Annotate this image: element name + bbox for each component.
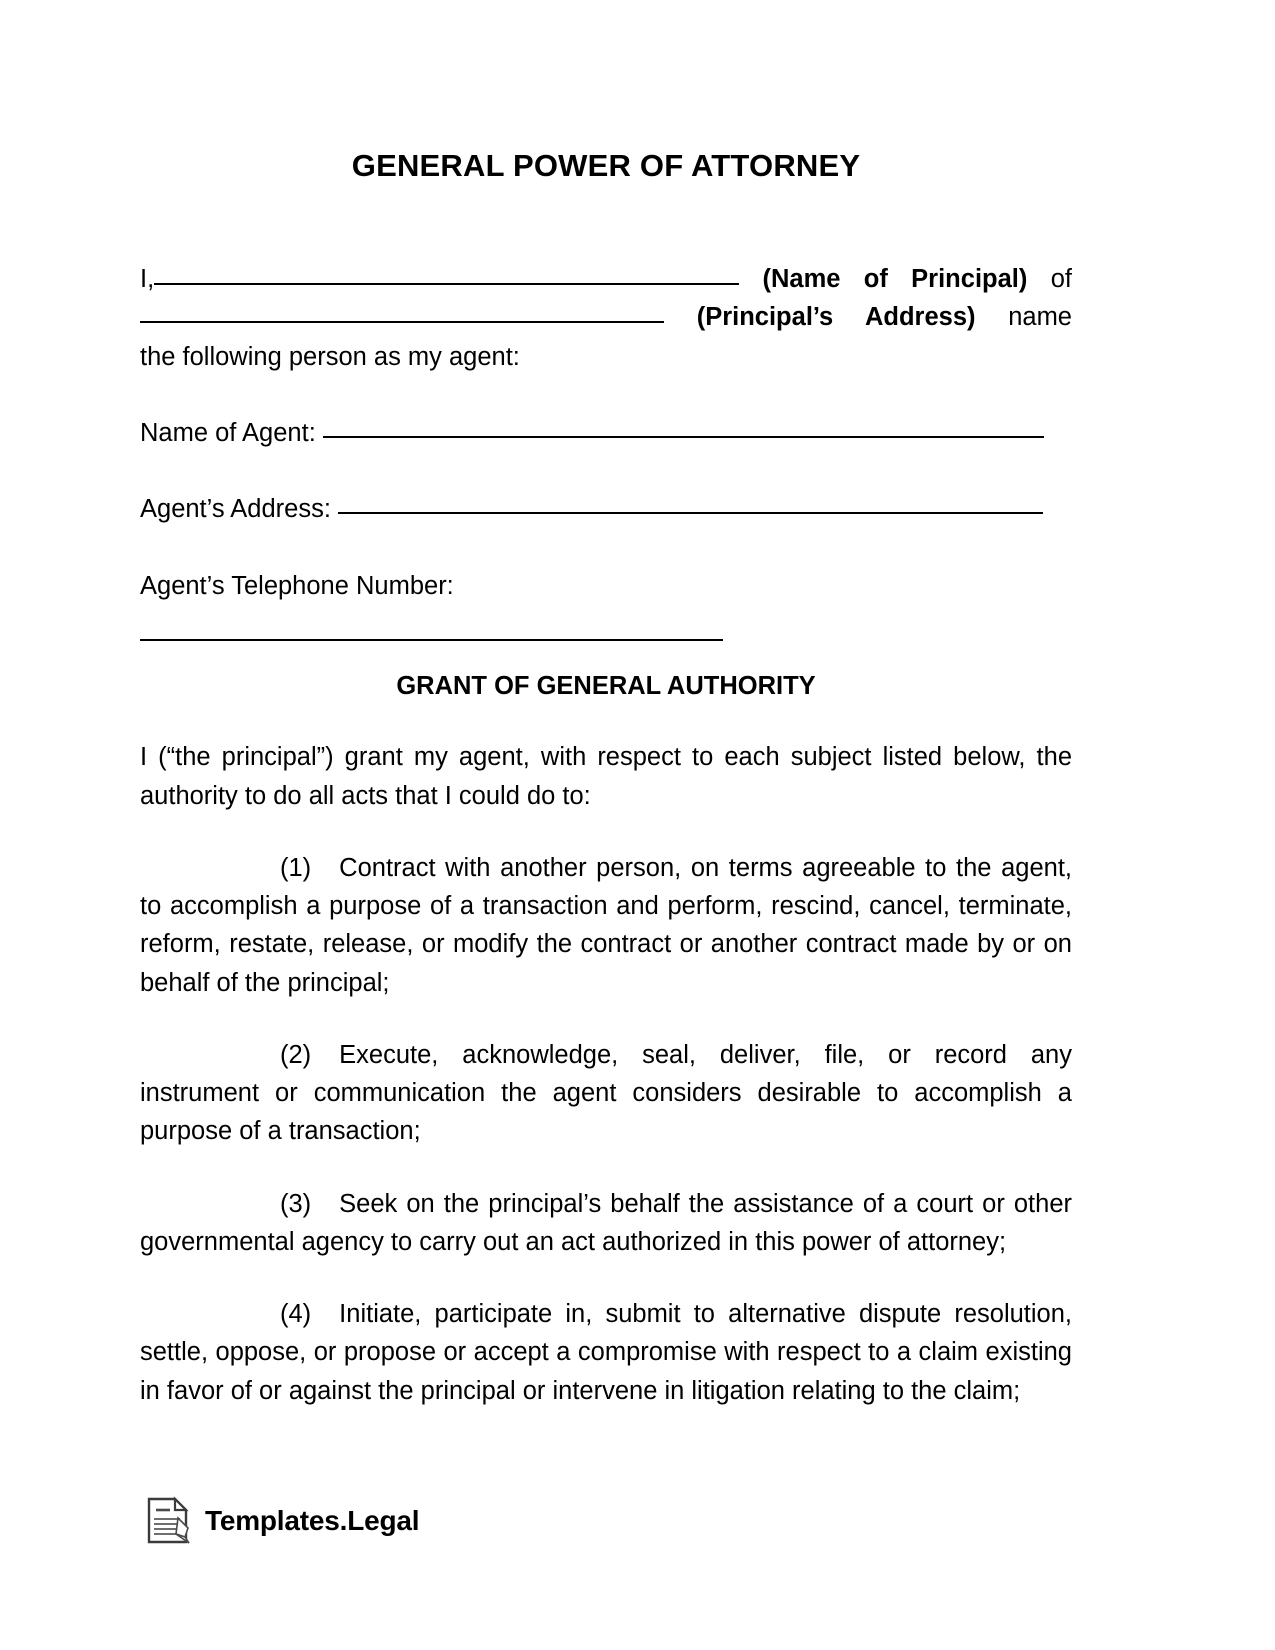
agent-name-label: Name of Agent:	[140, 419, 316, 448]
agent-address-label: Agent’s Address:	[140, 495, 331, 524]
principal-intro-block	[140, 260, 1072, 377]
agent-address-input[interactable]	[338, 512, 1043, 514]
grant-item-1-text: Contract with another person, on terms agreeable to the agent, to accomplish a purpose of a transaction and perform, rescind, cancel, terminate, reform, restate, release, or modify the contract or another contract made by or on behalf of the principal;	[140, 853, 1072, 997]
document-content	[140, 0, 1072, 1410]
agent-name-row	[140, 415, 1072, 452]
grant-item-4-number: (4)	[280, 1300, 312, 1329]
principal-address-blank[interactable]	[140, 321, 664, 323]
principal-name-line	[140, 260, 1072, 298]
document-with-pen-icon	[145, 1496, 191, 1546]
grant-item-1	[140, 815, 1072, 1002]
grant-item-3-number: (3)	[280, 1189, 312, 1218]
principal-address-label: (Principal’s Address)	[696, 302, 976, 331]
agent-address-row	[140, 491, 1072, 528]
grant-item-2-number: (2)	[280, 1040, 312, 1069]
principal-name-blank[interactable]	[154, 283, 739, 285]
grant-item-1-number: (1)	[280, 853, 312, 882]
brand-name-label: Templates.Legal	[205, 1505, 420, 1536]
of-word-text: of	[1050, 264, 1072, 293]
page-title: GENERAL POWER OF ATTORNEY	[351, 148, 861, 183]
grant-item-2	[140, 1002, 1072, 1151]
section-heading-grant-of-general-authority: GRANT OF GENERAL AUTHORITY	[396, 672, 816, 701]
principal-address-line	[140, 298, 1072, 336]
grant-item-3	[140, 1151, 1072, 1262]
name-word-text: name	[1008, 302, 1072, 331]
principal-name-label: (Name of Principal)	[762, 264, 1028, 293]
intro-closing-line: the following person as my agent:	[140, 343, 520, 372]
grant-item-2-text: Execute, acknowledge, seal, deliver, file, or record any instrument or communication the agent considers desirable to accomplish a purpose of a transaction;	[140, 1040, 1072, 1146]
grant-item-3-text: Seek on the principal’s behalf the assistance of a court or other governmental agency to carry out an act authorized in this power of attorney;	[140, 1189, 1072, 1256]
agent-telephone-label: Agent’s Telephone Number:	[140, 572, 454, 601]
agent-name-input[interactable]	[323, 436, 1044, 438]
grant-lead-paragraph: I (“the principal”) grant my agent, with respect to each subject listed below, the authority to do all acts that I could do to:	[140, 743, 1072, 810]
agent-telephone-row	[140, 568, 1072, 641]
grant-item-4-text: Initiate, participate in, submit to alternative dispute resolution, settle, oppose, or propose or accept a compromise with respect to a claim existing in favor of or against the principal or intervene in litigation relating to the claim;	[140, 1300, 1072, 1405]
i-prefix-text: I,	[140, 264, 155, 293]
grant-item-4	[140, 1261, 1072, 1410]
footer-brand[interactable]	[145, 1496, 419, 1546]
